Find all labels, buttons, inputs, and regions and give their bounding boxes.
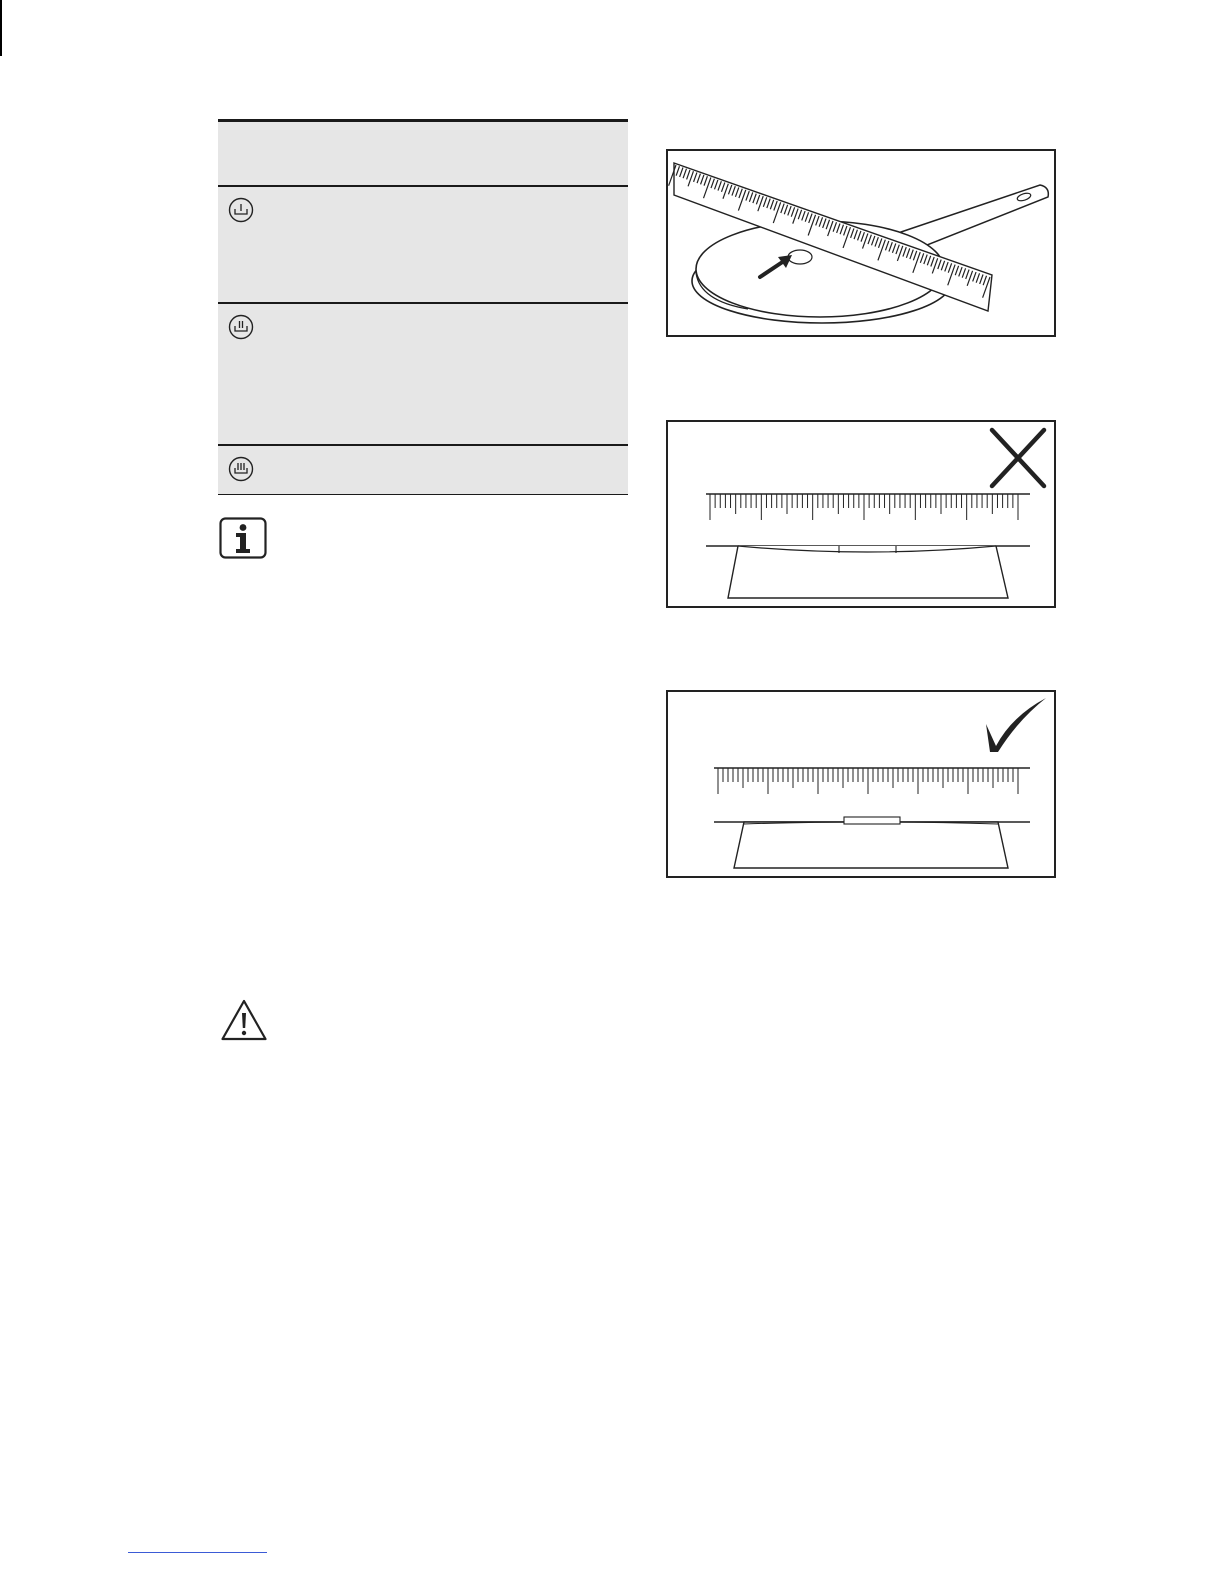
wrong-flatness-illustration [668,422,1054,606]
correct-flatness-figure [666,690,1056,878]
table-row [218,302,628,444]
footer-link-underline[interactable] [128,1552,267,1553]
ruler-ticks [710,494,1018,520]
pan-medium-icon [228,314,254,340]
cross-icon [992,430,1044,486]
warning-icon [220,998,268,1042]
wrong-flatness-figure [666,420,1056,608]
correct-flatness-illustration [668,692,1054,876]
pan-large-icon [228,456,254,482]
pan-measure-illustration [668,151,1054,335]
pan-small-icon [228,197,254,223]
table-header [218,119,628,185]
pan-measure-figure [666,149,1056,337]
info-icon [219,517,267,559]
table-row [218,444,628,495]
page-edge-bar [0,0,2,56]
table-row [218,185,628,302]
ruler-ticks [718,768,1018,794]
check-icon [986,698,1046,752]
